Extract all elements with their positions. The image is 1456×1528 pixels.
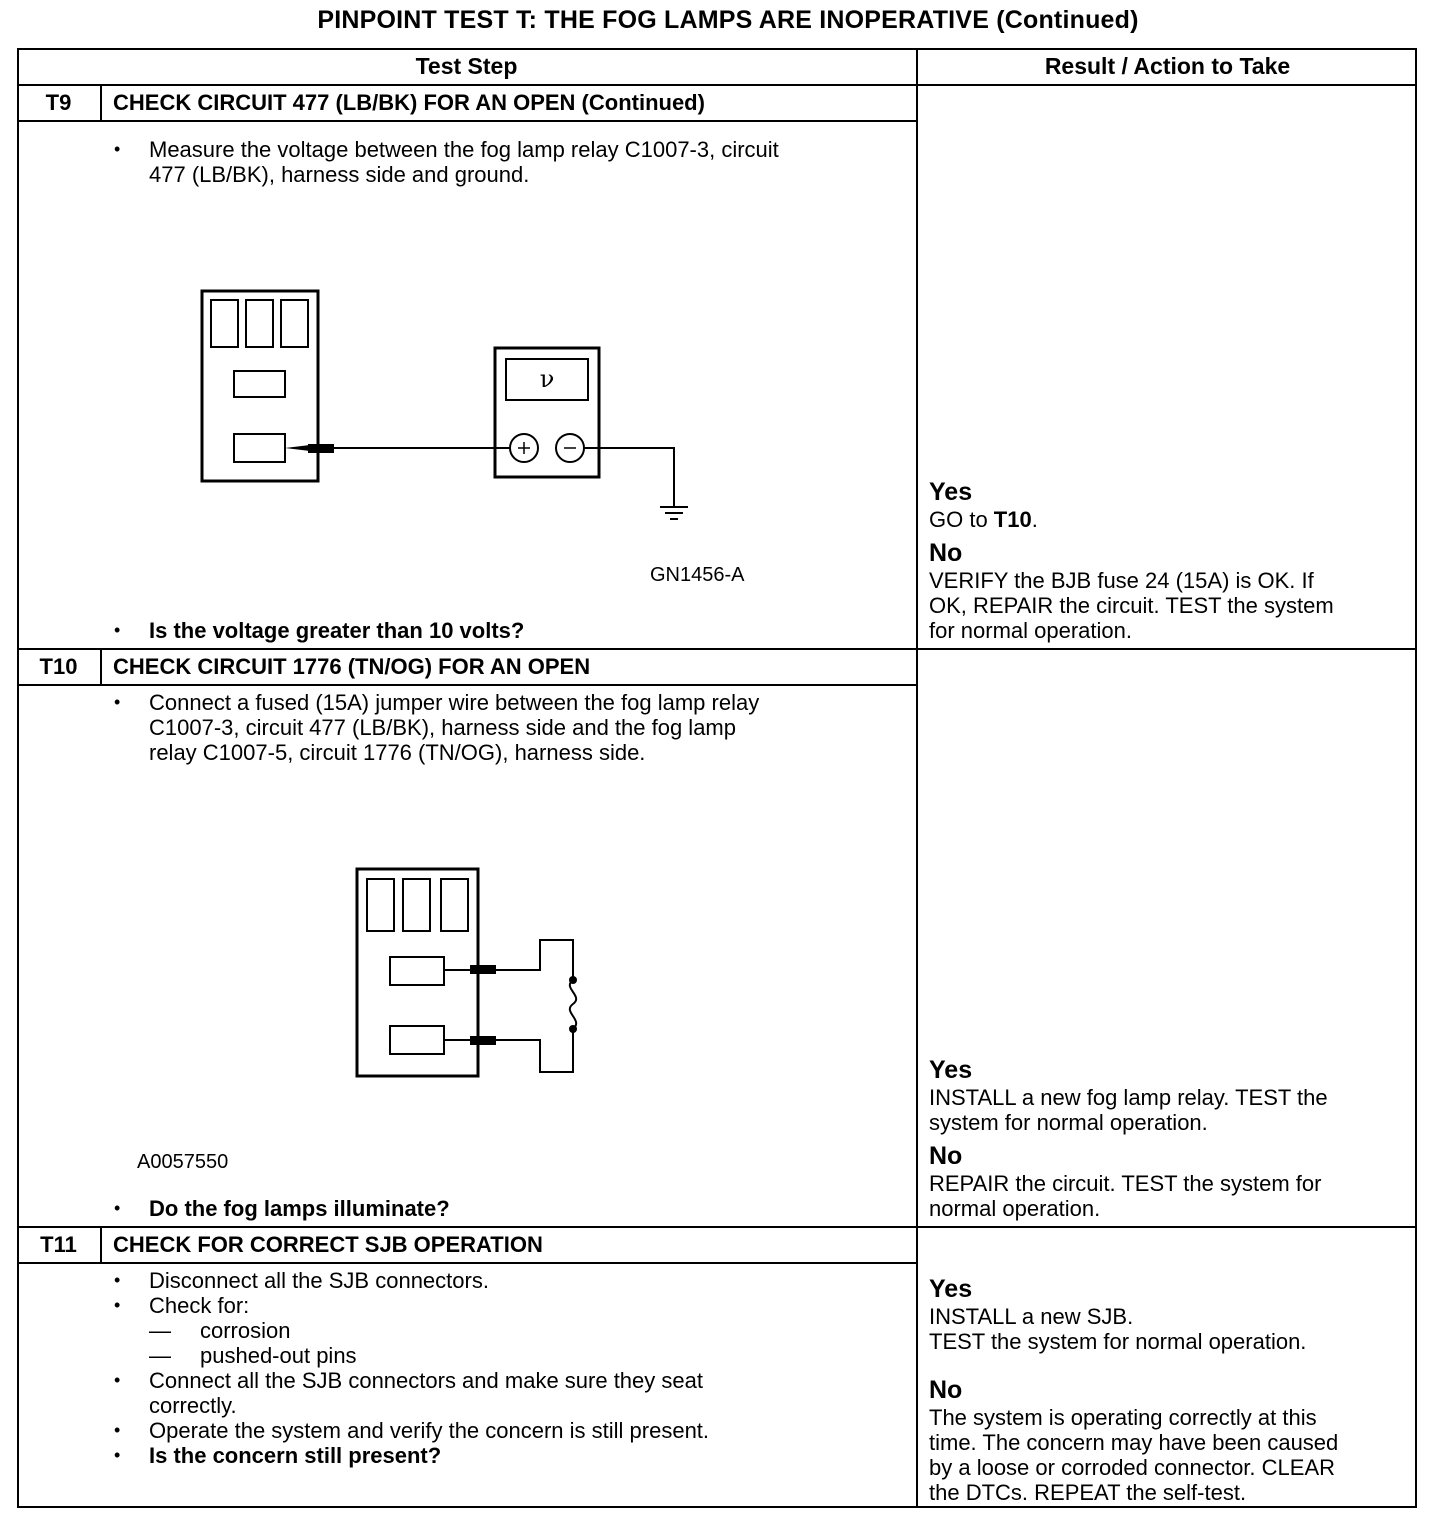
connector-cavity-3 xyxy=(281,300,308,347)
t11-subitem-2: pushed-out pins xyxy=(200,1343,357,1368)
t9-yes-target: T10 xyxy=(993,507,1032,532)
connector-cavity-3 xyxy=(441,879,468,931)
t10-heading-divider xyxy=(17,684,918,686)
t10-no-line1: REPAIR the circuit. TEST the system for xyxy=(929,1171,1322,1196)
t11-item-2: Check for: xyxy=(149,1293,250,1318)
column-divider xyxy=(916,48,918,1508)
t9-no-line1: VERIFY the BJB fuse 24 (15A) is OK. If xyxy=(929,568,1314,593)
t10-yes-line2: system for normal operation. xyxy=(929,1110,1208,1135)
probe-upper xyxy=(470,965,496,974)
t9-row-divider xyxy=(17,648,1417,650)
header-divider xyxy=(17,84,1417,86)
t10-yes-label: Yes xyxy=(929,1056,973,1084)
t11-yes-label: Yes xyxy=(929,1275,973,1303)
t9-yes-end: . xyxy=(1031,507,1038,532)
t11-yes-line2: TEST the system for normal operation. xyxy=(929,1329,1307,1354)
t11-yes-line1: INSTALL a new SJB. xyxy=(929,1304,1134,1329)
t9-figure-id: GN1456-A xyxy=(650,564,745,586)
page-title: PINPOINT TEST T: THE FOG LAMPS ARE INOPERATIVE (Continued) xyxy=(317,6,1139,34)
t11-bullet-4: • xyxy=(114,1420,121,1440)
connector-cavity-circuit-477 xyxy=(390,957,444,985)
t11-heading-divider xyxy=(17,1262,918,1264)
t11-no-line3: by a loose or corroded connector. CLEAR xyxy=(929,1455,1336,1480)
t9-yes-action xyxy=(929,507,1038,532)
t10-jumper-wire-figure xyxy=(350,862,590,1087)
t9-instruction-line1: Measure the voltage between the fog lamp relay C1007-3, circuit xyxy=(149,137,779,162)
test-probe xyxy=(308,444,334,453)
t9-voltage-measurement-figure xyxy=(190,285,710,535)
t11-question: Is the concern still present? xyxy=(149,1443,442,1468)
t11-no-line1: The system is operating correctly at this xyxy=(929,1405,1317,1430)
connector-cavity-1 xyxy=(211,300,238,347)
header-test-step: Test Step xyxy=(415,53,518,79)
probe-tip xyxy=(285,445,310,451)
t11-no-label: No xyxy=(929,1376,963,1404)
header-result-action: Result / Action to Take xyxy=(1044,53,1291,79)
t11-question-bullet: • xyxy=(114,1445,121,1465)
t9-id-divider xyxy=(100,85,102,121)
relay-connector-body xyxy=(357,869,478,1076)
t9-no-line2: OK, REPAIR the circuit. TEST the system xyxy=(929,593,1334,618)
t9-yes-go: GO to xyxy=(929,507,994,532)
t9-no-line3: for normal operation. xyxy=(929,618,1132,643)
t11-dash-1: — xyxy=(149,1318,171,1343)
t10-no-line2: normal operation. xyxy=(929,1196,1101,1221)
t11-item-3-line2: correctly. xyxy=(149,1393,237,1418)
t9-yes-label: Yes xyxy=(929,478,973,506)
t11-bullet-3: • xyxy=(114,1370,121,1390)
t11-no-line4: the DTCs. REPEAT the self-test. xyxy=(929,1480,1247,1505)
t9-bullet: • xyxy=(114,139,121,159)
fuse-element xyxy=(570,980,576,1029)
t9-no-label: No xyxy=(929,539,963,567)
t11-dash-2: — xyxy=(149,1343,171,1368)
t10-no-label: No xyxy=(929,1142,963,1170)
relay-connector-body xyxy=(202,291,318,481)
t11-bullet-1: • xyxy=(114,1270,121,1290)
t10-question: Do the fog lamps illuminate? xyxy=(149,1196,450,1221)
probe-lower xyxy=(470,1036,496,1045)
t9-heading: CHECK CIRCUIT 477 (LB/BK) FOR AN OPEN (Continued) xyxy=(113,90,705,115)
connector-cavity-5 xyxy=(234,434,285,462)
t10-id-divider xyxy=(100,649,102,685)
t11-subitem-1: corrosion xyxy=(200,1318,291,1343)
t10-instruction-line2: C1007-3, circuit 477 (LB/BK), harness side and the fog lamp xyxy=(149,715,736,740)
connector-cavity-1 xyxy=(367,879,394,931)
connector-cavity-4 xyxy=(234,371,285,397)
t10-instruction-line3: relay C1007-5, circuit 1776 (TN/OG), harness side. xyxy=(149,740,646,765)
t11-item-3-line1: Connect all the SJB connectors and make sure they seat xyxy=(149,1368,703,1393)
t10-heading: CHECK CIRCUIT 1776 (TN/OG) FOR AN OPEN xyxy=(113,654,591,679)
t10-instruction-line1: Connect a fused (15A) jumper wire between the fog lamp relay xyxy=(149,690,760,715)
t9-question-bullet: • xyxy=(114,620,121,640)
t9-step-id: T9 xyxy=(45,90,72,115)
t10-bullet: • xyxy=(114,692,121,712)
t10-step-id: T10 xyxy=(39,654,78,679)
voltmeter-symbol: ν xyxy=(539,365,555,393)
jumper-wire-upper xyxy=(496,940,573,980)
t11-bullet-2: • xyxy=(114,1295,121,1315)
connector-cavity-2 xyxy=(403,879,430,931)
t11-id-divider xyxy=(100,1227,102,1263)
t9-instruction-line2: 477 (LB/BK), harness side and ground. xyxy=(149,162,530,187)
t10-figure-id: A0057550 xyxy=(137,1151,229,1173)
t10-row-divider xyxy=(17,1226,1417,1228)
t11-item-4: Operate the system and verify the concern is still present. xyxy=(149,1418,710,1443)
jumper-wire-lower xyxy=(496,1029,573,1072)
t9-question: Is the voltage greater than 10 volts? xyxy=(149,618,525,643)
t11-heading: CHECK FOR CORRECT SJB OPERATION xyxy=(113,1232,543,1257)
t10-yes-line1: INSTALL a new fog lamp relay. TEST the xyxy=(929,1085,1328,1110)
t11-no-line2: time. The concern may have been caused xyxy=(929,1430,1339,1455)
t11-item-1: Disconnect all the SJB connectors. xyxy=(149,1268,489,1293)
connector-cavity-circuit-1776 xyxy=(390,1026,444,1054)
t10-question-bullet: • xyxy=(114,1198,121,1218)
t11-step-id: T11 xyxy=(40,1232,77,1257)
t9-heading-divider xyxy=(17,120,918,122)
connector-cavity-2 xyxy=(246,300,273,347)
